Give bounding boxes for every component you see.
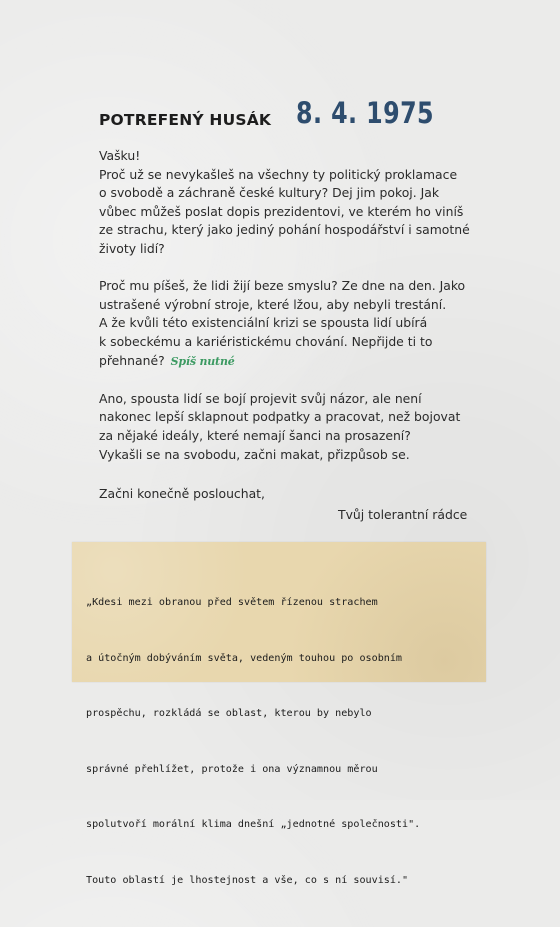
letter-line: Proč už se nevykašleš na všechny ty politický proklamace: [99, 166, 458, 182]
quote-text: [86, 557, 478, 927]
letter-line: za nějaké ideály, které nemají šanci na prosazení?: [99, 427, 411, 443]
handwritten-note: Spíš nutné: [170, 354, 235, 368]
quote-box: [72, 542, 486, 886]
letter-signature: Tvůj tolerantní rádce: [338, 507, 468, 522]
letter-line: Ano, spousta lidí se bojí projevit svůj názor, ale není: [99, 390, 422, 406]
letter-line-text: přehnané?: [99, 352, 165, 368]
letter-line: A že kvůli této existenciální krizi se spousta lidí ubírá: [99, 315, 428, 331]
letter-line: vůbec můžeš poslat dopis prezidentovi, ve kterém ho viníš: [99, 203, 464, 219]
date-stamp: 8. 4. 1975: [296, 96, 435, 130]
header: [99, 96, 519, 136]
letter-line: nakonec lepší sklapnout podpatky a pracovat, než bojovat: [99, 409, 461, 425]
quote-line: a útočným dobýváním světa, vedeným touhou po osobním: [86, 652, 403, 664]
quote-line: Touto oblastí je lhostejnost a vše, co s ní souvisí.": [86, 874, 409, 886]
section-title: POTREFENÝ HUSÁK: [99, 111, 272, 129]
quote-line: „Kdesi mezi obranou před světem řízenou strachem: [86, 597, 378, 608]
letter-line: ze strachu, který jako jediný pohání hospodářství i samotné: [99, 222, 470, 238]
letter-line: k sobeckému a kariéristickému chování. Nepřijde ti to: [99, 333, 433, 349]
letter-line: o svobodě a záchraně české kultury? Dej jim pokoj. Jak: [99, 185, 440, 201]
letter-line: životy lidí?: [99, 240, 165, 256]
letter-line: [99, 352, 499, 372]
letter-line: Proč mu píšeš, že lidi žijí beze smyslu? Ze dne na den. Jako: [99, 278, 466, 294]
letter-closing: Začni konečně poslouchat,: [99, 486, 265, 501]
letter-greeting: Vašku!: [99, 148, 141, 163]
quote-line: prospěchu, rozkládá se oblast, kterou by nebylo: [86, 708, 372, 719]
letter-body: [99, 147, 499, 464]
letter-line: Vykašli se na svobodu, začni makat, přizpůsob se.: [99, 446, 410, 462]
quote-line: spolutvoří morální klima dnešní „jednotné společnosti".: [86, 819, 421, 830]
letter-line: ustrašené výrobní stroje, které lžou, aby nebyli trestání.: [99, 296, 447, 312]
quote-line: správné přehlížet, protože i ona významnou měrou: [86, 763, 378, 775]
